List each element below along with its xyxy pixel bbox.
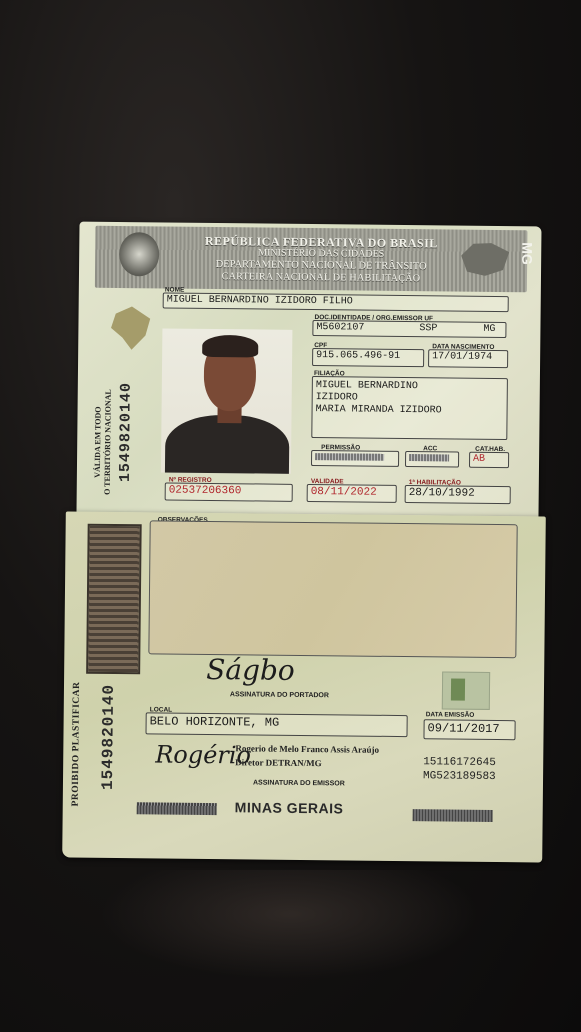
cpf-label: CPF	[314, 342, 328, 350]
cat-hab-label: CAT.HAB.	[475, 445, 506, 454]
primeira-habilitacao-label: 1ª HABILITAÇÃO	[408, 479, 461, 487]
filiacao-label: FILIAÇÃO	[313, 370, 345, 378]
code-1: 15116172645	[423, 756, 496, 770]
filiacao-line3: MARIA MIRANDA IZIDORO	[315, 404, 442, 417]
issuer-signature-label: ASSINATURA DO EMISSOR	[252, 779, 345, 788]
table-reflection	[100, 870, 480, 980]
security-band-left	[137, 802, 217, 815]
observacoes-box	[148, 520, 517, 658]
data-emissao-field: 09/11/2017	[423, 719, 515, 740]
security-band-right	[413, 809, 493, 822]
header-line4: CARTEIRA NACIONAL DE HABILITAÇÃO	[221, 271, 421, 285]
header-line1: REPÚBLICA FEDERATIVA DO BRASIL	[204, 233, 438, 251]
qr-code-icon	[442, 671, 490, 710]
permissao-label: PERMISSÃO	[321, 444, 361, 452]
doc-uf: MG	[483, 323, 496, 335]
code-2: MG523189583	[423, 770, 496, 784]
nome-field: MIGUEL BERNARDINO IZIDORO FILHO	[163, 292, 509, 312]
filiacao-line2: IZIDORO	[315, 392, 358, 404]
local-label: LOCAL	[149, 706, 173, 714]
license-card-back	[62, 511, 546, 862]
doc-identidade-label: DOC.IDENTIDADE / ORG.EMISSOR UF	[314, 314, 434, 323]
nome-label: NOME	[164, 286, 185, 294]
state-name: MINAS GERAIS	[234, 799, 344, 817]
validade-field: 08/11/2022	[307, 484, 397, 503]
issuer-block	[235, 741, 379, 771]
issuer-title: Diretor DETRAN/MG	[235, 757, 322, 769]
validity-line1: VÁLIDA EM TODO	[92, 406, 103, 478]
coat-of-arms-icon	[119, 232, 159, 276]
holder-photo	[161, 328, 293, 473]
validade-label: VALIDADE	[310, 478, 344, 486]
cat-hab-field: AB	[469, 452, 509, 468]
license-card-front	[76, 222, 541, 519]
security-pattern	[86, 524, 142, 675]
header-band	[95, 226, 536, 293]
issuer-signature: Rogério	[155, 740, 252, 770]
filiacao-line1: MIGUEL BERNARDINO	[315, 380, 418, 393]
data-emissao-label: DATA EMISSÃO	[425, 711, 475, 719]
control-codes	[423, 755, 496, 784]
side-text: PROIBIDO PLASTIFICAR	[70, 681, 83, 807]
doc-issuer: SSP	[419, 323, 438, 335]
doc-number: M5602107	[316, 322, 365, 334]
primeira-habilitacao-field: 28/10/1992	[405, 485, 511, 504]
registro-label: Nº REGISTRO	[168, 476, 212, 484]
holder-signature-label: ASSINATURA DO PORTADOR	[229, 691, 329, 700]
holder-signature: Ságbo	[206, 652, 295, 687]
header-line3: DEPARTAMENTO NACIONAL DE TRÂNSITO	[215, 259, 427, 273]
serial-number: 1549820140	[116, 381, 135, 483]
acc-label: ACC	[423, 445, 438, 453]
cpf-field: 915.065.496-91	[312, 348, 424, 367]
doc-identidade-field	[312, 320, 506, 338]
validity-line2: O TERRITÓRIO NACIONAL	[102, 389, 113, 495]
issuer-name: Rogerio de Melo Franco Assis Araújo	[235, 743, 380, 755]
brazil-map-icon	[106, 304, 153, 352]
back-serial-number: 1549820140	[98, 683, 119, 791]
header-text	[171, 235, 471, 286]
local-field: BELO HORIZONTE, MG	[145, 712, 407, 737]
state-code: MG	[519, 242, 536, 265]
data-nascimento-label: DATA NASCIMENTO	[432, 343, 495, 351]
acc-field	[405, 451, 459, 468]
header-line2: MINISTÉRIO DAS CIDADES	[258, 247, 385, 260]
data-nascimento-field: 17/01/1974	[428, 349, 508, 368]
filiacao-field	[311, 376, 508, 440]
registro-field: 02537206360	[165, 482, 293, 501]
permissao-field	[311, 450, 399, 467]
validity-text	[93, 382, 114, 502]
